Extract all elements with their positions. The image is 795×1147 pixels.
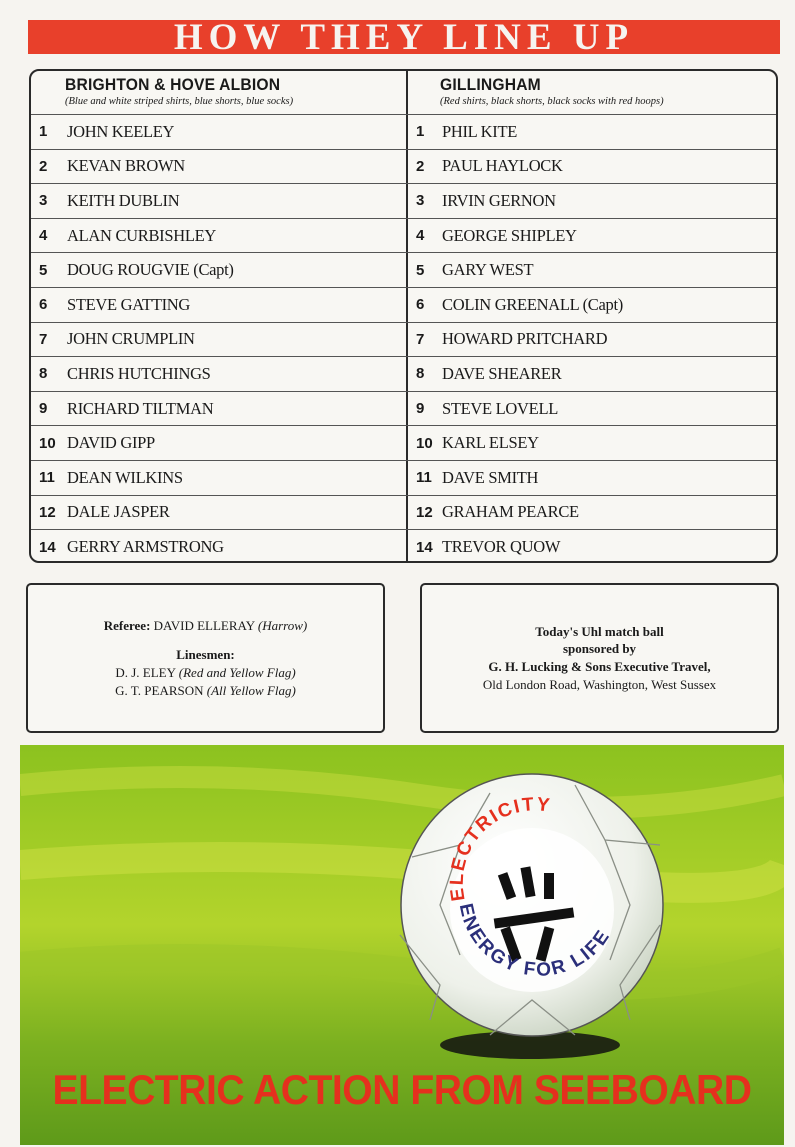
player-name: GARY WEST xyxy=(442,260,534,280)
player-number: 7 xyxy=(416,330,425,348)
player-name: RICHARD TILTMAN xyxy=(67,398,214,418)
lineup-table xyxy=(29,69,778,563)
player-number: 3 xyxy=(416,192,425,210)
linesman-name: G. T. PEARSON xyxy=(115,682,204,698)
player-number: 5 xyxy=(416,261,425,279)
player-number: 1 xyxy=(39,123,48,141)
player-number: 14 xyxy=(39,538,56,556)
player-number: 5 xyxy=(39,261,48,279)
football-icon xyxy=(400,774,663,1036)
away-player-list xyxy=(406,115,776,563)
player-name: KEVAN BROWN xyxy=(67,156,185,176)
player-row xyxy=(31,115,406,150)
linesman-line xyxy=(115,664,295,682)
ball-top-text: ELECTRICITY xyxy=(446,794,553,903)
player-number: 6 xyxy=(39,296,48,314)
player-row xyxy=(31,357,406,392)
player-name: DAVE SMITH xyxy=(442,467,539,487)
player-name: KEITH DUBLIN xyxy=(67,190,180,210)
referee-name: DAVID ELLERAY xyxy=(153,617,255,633)
player-number: 3 xyxy=(39,192,48,210)
player-name: GEORGE SHIPLEY xyxy=(442,225,577,245)
player-name: DOUG ROUGVIE (Capt) xyxy=(67,260,234,280)
player-number: 14 xyxy=(416,538,433,556)
away-team-column xyxy=(406,71,776,561)
player-name: JOHN CRUMPLIN xyxy=(67,329,195,349)
matchball-address: Old London Road, Washington, West Sussex xyxy=(482,676,717,692)
matchball-sponsor: G. H. Lucking & Sons Executive Travel, xyxy=(488,659,711,674)
lineup-banner xyxy=(28,16,780,58)
player-name: IRVIN GERNON xyxy=(442,190,556,210)
player-row xyxy=(406,496,776,531)
player-name: GRAHAM PEARCE xyxy=(442,502,579,522)
player-name: STEVE GATTING xyxy=(67,294,191,314)
referee-label: Referee: xyxy=(103,617,151,633)
player-number: 4 xyxy=(416,227,425,245)
player-number: 10 xyxy=(39,434,56,452)
player-row xyxy=(31,253,406,288)
advert-slogan: ELECTRIC ACTION FROM SEEBOARD xyxy=(52,1066,752,1113)
player-number: 9 xyxy=(39,400,48,418)
player-row xyxy=(31,530,406,563)
player-name: COLIN GREENALL (Capt) xyxy=(442,294,623,314)
player-name: DEAN WILKINS xyxy=(67,467,183,487)
player-number: 7 xyxy=(39,330,48,348)
matchball-line1: Today's Uhl match ball xyxy=(535,623,664,639)
player-row xyxy=(406,219,776,254)
player-number: 10 xyxy=(416,434,433,452)
player-row xyxy=(406,461,776,496)
referee-from: (Harrow) xyxy=(257,617,308,633)
player-row xyxy=(406,357,776,392)
player-row xyxy=(31,184,406,219)
linesmen-label: Linesmen: xyxy=(176,647,235,663)
player-row xyxy=(31,426,406,461)
player-number: 1 xyxy=(416,123,425,141)
player-number: 12 xyxy=(416,503,433,521)
linesman-line xyxy=(115,682,296,700)
linesman-name: D. J. ELEY xyxy=(115,665,176,680)
player-row xyxy=(406,253,776,288)
player-row xyxy=(406,150,776,185)
player-row xyxy=(406,392,776,427)
player-row xyxy=(406,288,776,323)
player-name: CHRIS HUTCHINGS xyxy=(67,363,211,383)
linesman-flag: (Red and Yellow Flag) xyxy=(178,665,296,680)
player-name: PAUL HAYLOCK xyxy=(442,156,563,176)
player-number: 2 xyxy=(416,157,425,175)
player-row xyxy=(406,184,776,219)
away-team-kit: (Red shirts, black shorts, black socks with red hoops) xyxy=(440,96,664,107)
player-name: DALE JASPER xyxy=(67,502,170,522)
player-number: 12 xyxy=(39,503,56,521)
player-number: 6 xyxy=(416,296,425,314)
player-row xyxy=(406,323,776,358)
away-team-header xyxy=(406,71,776,115)
player-number: 8 xyxy=(39,365,48,383)
player-row xyxy=(406,530,776,563)
match-ball-sponsor-box xyxy=(420,583,779,733)
banner-title: HOW THEY LINE UP xyxy=(173,16,635,58)
player-number: 4 xyxy=(39,227,48,245)
player-name: ALAN CURBISHLEY xyxy=(67,225,217,245)
away-team-name: GILLINGHAM xyxy=(440,75,541,94)
player-row xyxy=(31,392,406,427)
linesman-flag: (All Yellow Flag) xyxy=(206,682,296,698)
player-name: STEVE LOVELL xyxy=(442,398,559,418)
home-team-header xyxy=(31,71,406,115)
player-row xyxy=(31,496,406,531)
player-name: DAVE SHEARER xyxy=(442,363,562,383)
ball-bottom-text: ENERGY FOR LIFE xyxy=(454,901,615,981)
home-team-name: BRIGHTON & HOVE ALBION xyxy=(65,75,281,94)
player-row xyxy=(31,288,406,323)
player-number: 9 xyxy=(416,400,425,418)
player-name: DAVID GIPP xyxy=(67,433,155,453)
player-row xyxy=(406,115,776,150)
player-row xyxy=(31,219,406,254)
matchball-line2: sponsored by xyxy=(562,641,637,657)
player-number: 8 xyxy=(416,365,425,383)
player-number: 11 xyxy=(416,469,432,487)
player-name: JOHN KEELEY xyxy=(67,121,175,141)
player-row xyxy=(31,461,406,496)
player-name: GERRY ARMSTRONG xyxy=(67,537,224,557)
player-name: TREVOR QUOW xyxy=(442,537,561,557)
player-name: KARL ELSEY xyxy=(442,433,539,453)
player-name: HOWARD PRITCHARD xyxy=(442,329,608,349)
home-team-column xyxy=(31,71,408,561)
match-officials-box xyxy=(26,583,385,733)
player-row xyxy=(31,323,406,358)
player-number: 11 xyxy=(39,469,55,487)
player-name: PHIL KITE xyxy=(442,121,518,141)
player-row xyxy=(31,150,406,185)
referee-line xyxy=(104,617,308,635)
player-row xyxy=(406,426,776,461)
home-team-kit: (Blue and white striped shirts, blue shorts, blue socks) xyxy=(65,96,294,107)
player-number: 2 xyxy=(39,157,48,175)
home-player-list xyxy=(31,115,406,563)
